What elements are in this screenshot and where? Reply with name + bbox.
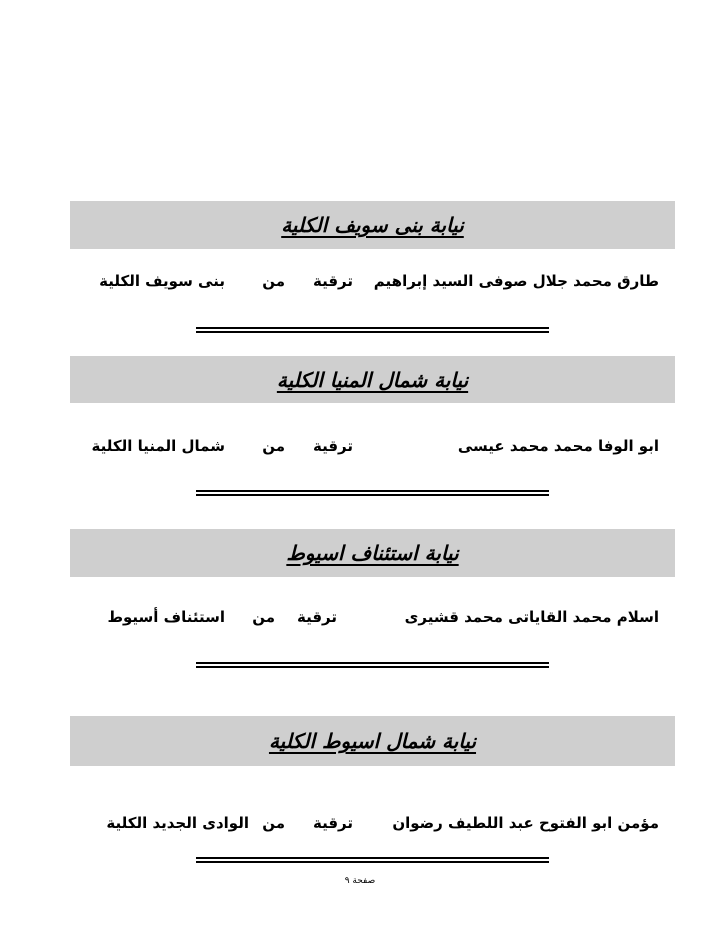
section-title: نيابة شمال المنيا الكلية	[276, 367, 469, 392]
destination: الوادى الجديد الكلية	[106, 814, 249, 832]
entry-row	[70, 272, 675, 302]
double-rule-divider	[196, 490, 549, 496]
section-title: نيابة بنى سويف الكلية	[281, 213, 464, 237]
person-name: ابو الوفا محمد محمد عيسى	[457, 437, 659, 455]
action-label: ترقية	[312, 814, 353, 832]
person-name: اسلام محمد القاياتى محمد قشيرى	[404, 608, 659, 626]
from-label: من	[252, 608, 275, 626]
action-label: ترقية	[312, 437, 353, 455]
double-rule-divider	[196, 662, 549, 668]
double-rule-divider	[196, 327, 549, 333]
from-label: من	[262, 272, 285, 290]
entry-row	[70, 437, 675, 467]
entry-row	[70, 814, 675, 844]
person-name: طارق محمد جلال صوفى السيد إبراهيم	[373, 272, 659, 290]
action-label: ترقية	[312, 272, 353, 290]
destination: بنى سويف الكلية	[99, 272, 225, 290]
from-label: من	[262, 437, 285, 455]
section-header-asyut-appeal	[70, 529, 675, 577]
section-header-beni-suef	[70, 201, 675, 249]
double-rule-divider	[196, 857, 549, 863]
section-header-north-minya	[70, 356, 675, 403]
destination: استئناف أسيوط	[107, 608, 225, 626]
page-number: صفحة ٩	[344, 876, 376, 886]
section-title: نيابة استئناف اسيوط	[286, 541, 459, 565]
section-title: نيابة شمال اسيوط الكلية	[268, 729, 477, 753]
person-name: مؤمن ابو الفتوح عبد اللطيف رضوان	[392, 814, 659, 832]
from-label: من	[262, 814, 285, 832]
section-header-north-asyut	[70, 716, 675, 766]
entry-row	[70, 608, 675, 638]
action-label: ترقية	[296, 608, 337, 626]
destination: شمال المنيا الكلية	[91, 437, 225, 455]
